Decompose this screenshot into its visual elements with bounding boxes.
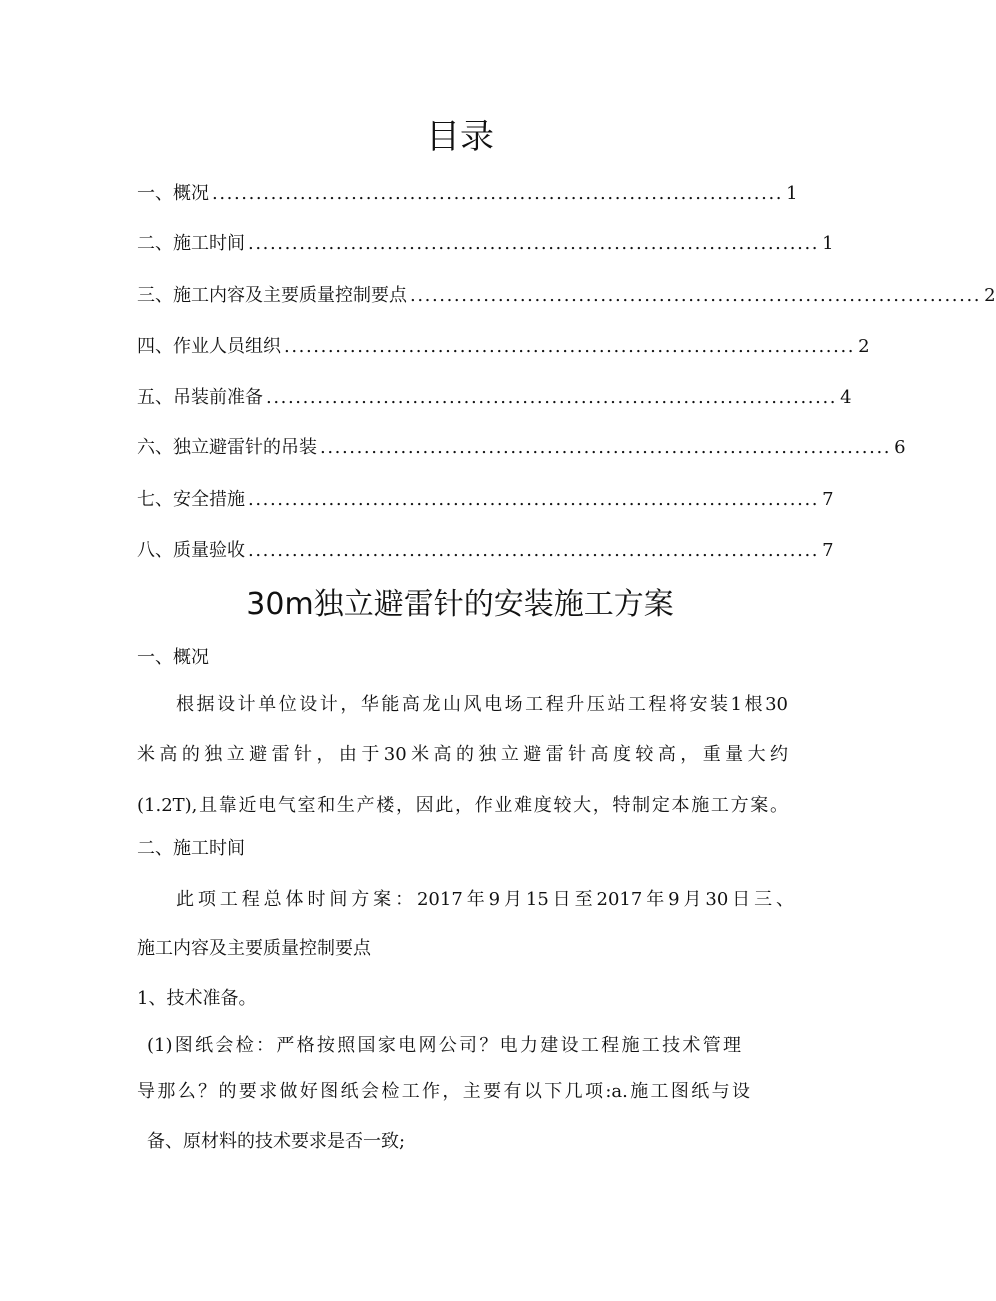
toc-entry-label: 四、作业人员组织 [137, 336, 281, 357]
toc-entry-label: 八、质量验收 [137, 540, 245, 561]
toc-entry-label: 六、独立避雷针的吊装 [137, 437, 317, 458]
paragraph-line: 导那么？的要求做好图纸会检工作，主要有以下几项:a.施工图纸与设 [137, 1081, 750, 1102]
paragraph-line: 施工内容及主要质量控制要点 [137, 938, 371, 959]
paragraph-line: (1.2T),且靠近电气室和生产楼，因此，作业难度较大，特制定本施工方案。 [137, 795, 788, 816]
paragraph-line: (1)图纸会检：严格按照国家电网公司？电力建设工程施工技术管理 [147, 1035, 741, 1056]
toc-entry[interactable] [137, 383, 852, 413]
toc-dot-leader: .............................................................................. [266, 387, 838, 408]
toc-entry[interactable] [137, 536, 834, 566]
toc-dot-leader: .............................................................................. [212, 183, 784, 204]
document-title: 30m独立避雷针的安装施工方案 [246, 587, 674, 622]
toc-entry-label: 二、施工时间 [137, 233, 245, 254]
section-heading: 二、施工时间 [137, 838, 245, 859]
toc-entry-label: 五、吊装前准备 [137, 387, 263, 408]
toc-dot-leader: .............................................................................. [248, 540, 820, 561]
paragraph-line: 备、原材料的技术要求是否一致; [147, 1131, 406, 1152]
toc-entry-page: 4 [840, 387, 852, 408]
toc-entry-page: 7 [822, 540, 834, 561]
toc-entry-label: 一、概况 [137, 183, 209, 204]
toc-entry-label: 三、施工内容及主要质量控制要点 [137, 285, 407, 306]
toc-title: 目录 [426, 117, 494, 157]
item-heading: 1、技术准备。 [137, 988, 257, 1009]
toc-entry-page: 7 [822, 489, 834, 510]
toc-dot-leader: .............................................................................. [248, 233, 820, 254]
toc-dot-leader: .............................................................................. [248, 489, 820, 510]
toc-entry-page: 1 [786, 183, 798, 204]
toc-entry[interactable] [137, 179, 798, 209]
toc-entry-page: 2 [984, 285, 996, 306]
toc-entry[interactable] [137, 229, 834, 259]
toc-entry[interactable] [137, 485, 834, 515]
toc-entry[interactable] [137, 332, 870, 362]
toc-entry-label: 七、安全措施 [137, 489, 245, 510]
paragraph-line: 此项工程总体时间方案：2017年9月15日至2017年9月30日三、 [176, 889, 794, 910]
toc-dot-leader: .............................................................................. [284, 336, 856, 357]
paragraph-line: 米高的独立避雷针，由于30米高的独立避雷针高度较高，重量大约 [137, 744, 788, 765]
section-heading: 一、概况 [137, 647, 209, 668]
toc-dot-leader: .............................................................................. [320, 437, 892, 458]
toc-entry[interactable] [137, 281, 996, 311]
toc-entry-page: 6 [894, 437, 906, 458]
toc-dot-leader: .............................................................................. [410, 285, 982, 306]
toc-entry[interactable] [137, 433, 906, 463]
paragraph-line: 根据设计单位设计，华能高龙山风电场工程升压站工程将安装1根30 [176, 694, 788, 715]
toc-entry-page: 1 [822, 233, 834, 254]
toc-entry-page: 2 [858, 336, 870, 357]
